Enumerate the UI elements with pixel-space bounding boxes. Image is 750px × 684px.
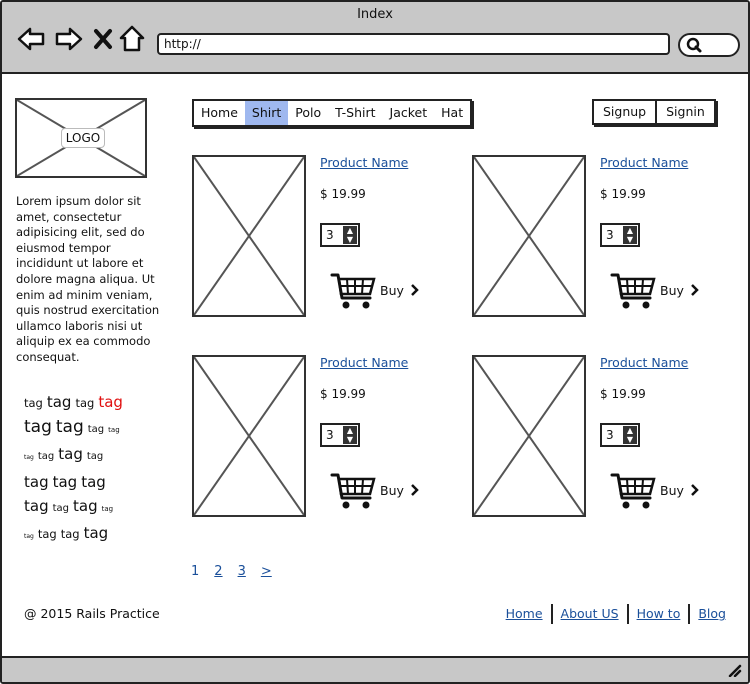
tag-link[interactable]: tag [81,473,106,491]
tag-link[interactable]: tag [52,473,78,491]
buy-label: Buy [660,283,684,298]
page-link-2[interactable]: 2 [214,564,223,579]
forward-arrow-icon[interactable] [54,24,84,54]
product-card [192,355,482,520]
signin-button[interactable]: Signin [655,101,714,123]
product-image-placeholder [192,155,306,317]
chevron-right-icon [404,483,421,498]
tag-link[interactable]: tag [46,393,72,411]
signup-button[interactable]: Signup [603,104,647,119]
chevron-right-icon [684,283,701,298]
product-price: $ 19.99 [600,187,646,201]
tag-link[interactable]: tag [75,396,95,410]
product-name-link[interactable]: Product Name [600,355,689,370]
back-arrow-icon[interactable] [16,24,46,54]
shopping-cart-icon[interactable] [610,271,656,311]
tag-link[interactable]: tag [101,505,114,513]
shopping-cart-icon[interactable] [330,271,376,311]
tag-link[interactable]: tag [60,527,80,541]
tag-link[interactable]: tag [24,473,49,491]
quantity-value: 3 [606,228,614,242]
spinner-arrows-icon[interactable]: ▲ ▼ [623,226,637,244]
product-card [472,355,750,520]
nav-item-jacket[interactable]: Jacket [389,105,428,120]
tag-link[interactable]: tag [58,445,83,463]
next-page-link[interactable]: > [260,564,272,579]
window-title: Index [357,7,393,22]
footer-link-how-to[interactable]: How to [627,604,689,624]
product-image-placeholder [472,155,586,317]
resize-grip-icon[interactable] [726,663,742,677]
nav-item-home[interactable]: Home [201,105,238,120]
spinner-arrows-icon[interactable]: ▲ ▼ [343,426,357,444]
buy-button[interactable] [660,283,701,298]
logo-label: LOGO [61,128,105,148]
footer-links [498,604,734,624]
buy-label: Buy [660,483,684,498]
quantity-value: 3 [326,228,334,242]
quantity-value: 3 [606,428,614,442]
buy-label: Buy [380,283,404,298]
search-field[interactable] [678,33,740,57]
product-card [472,155,750,320]
product-price: $ 19.99 [320,387,366,401]
page-link-3[interactable]: 3 [237,564,246,579]
quantity-value: 3 [326,428,334,442]
home-icon[interactable] [118,24,148,54]
nav-item-hat[interactable]: Hat [441,105,464,120]
quantity-stepper[interactable] [600,423,640,447]
spinner-arrows-icon[interactable]: ▲ ▼ [623,426,637,444]
tag-link[interactable]: tag [98,393,123,411]
tag-row [24,494,149,521]
chevron-right-icon [404,283,421,298]
nav-item-shirt[interactable]: Shirt [245,101,288,125]
tag-row [24,415,149,442]
product-price: $ 19.99 [600,387,646,401]
close-x-icon[interactable] [90,24,120,54]
footer-link-about-us[interactable]: About US [551,604,627,624]
tag-link[interactable]: tag [24,396,43,410]
quantity-stepper[interactable] [320,423,360,447]
tag-link[interactable]: tag [37,527,57,541]
product-image-placeholder [472,355,586,517]
buy-button[interactable] [380,483,421,498]
product-price: $ 19.99 [320,187,366,201]
tag-link[interactable]: tag [86,451,104,462]
tag-row [24,470,149,494]
tag-link[interactable]: tag [83,524,109,542]
pagination [191,564,287,579]
buy-button[interactable] [380,283,421,298]
chevron-right-icon [684,483,701,498]
tag-link[interactable]: tag [24,417,52,437]
buy-label: Buy [380,483,404,498]
product-name-link[interactable]: Product Name [600,155,689,170]
logo-placeholder [15,98,147,178]
product-name-link[interactable]: Product Name [320,155,409,170]
intro-text: Lorem ipsum dolor sit amet, consectetur adipisicing elit, sed do eiusmod tempor incididunt ut labore et dolore magna aliqua. Ut enim ad minim veniam, quis nostrud exercitation ullamco laboris nisi ut aliquip ex ea commodo consequat. [16,194,160,364]
quantity-stepper[interactable] [600,223,640,247]
tag-link[interactable]: tag [24,497,49,515]
tag-link[interactable]: tag [108,426,120,434]
tag-link[interactable]: tag [24,454,34,461]
copyright: @ 2015 Rails Practice [24,606,160,621]
tag-row [24,442,149,470]
tag-link[interactable]: tag [24,533,34,540]
tag-link[interactable]: tag [73,497,98,515]
tag-link[interactable]: tag [52,503,70,514]
quantity-stepper[interactable] [320,223,360,247]
browser-toolbar [2,2,748,74]
tag-cloud [24,390,149,549]
category-nav [192,99,472,127]
address-bar[interactable]: http:// [157,33,670,55]
shopping-cart-icon[interactable] [330,471,376,511]
product-name-link[interactable]: Product Name [320,355,409,370]
buy-button[interactable] [660,483,701,498]
footer-link-home[interactable]: Home [505,606,543,621]
page-link-1[interactable]: 1 [191,564,200,579]
auth-buttons [592,99,716,125]
tag-link[interactable]: tag [55,417,84,437]
product-image-placeholder [192,355,306,517]
tag-row [24,390,149,415]
nav-item-polo[interactable]: Polo [295,105,322,120]
status-bar [2,656,748,682]
tag-link[interactable]: tag [87,424,105,435]
footer-link-blog[interactable]: Blog [688,604,734,624]
spinner-arrows-icon[interactable]: ▲ ▼ [343,226,357,244]
nav-item-t-shirt[interactable]: T-Shirt [335,105,376,120]
search-icon [684,35,704,55]
tag-link[interactable]: tag [37,451,55,462]
tag-row [24,521,149,549]
product-card [192,155,482,320]
shopping-cart-icon[interactable] [610,471,656,511]
